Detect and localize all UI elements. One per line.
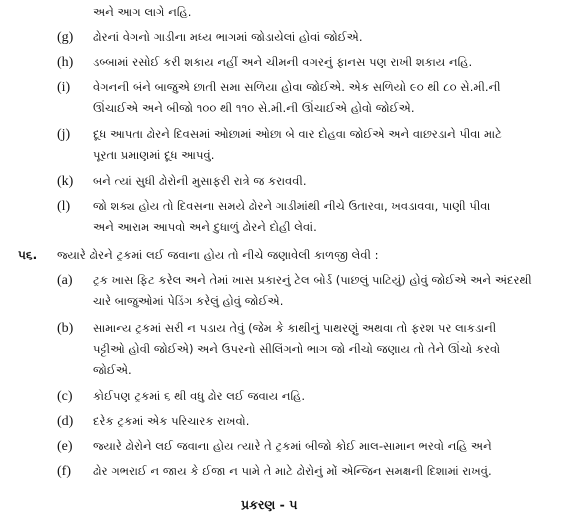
item-j-text-2: પૂરતા પ્રમાણમાં દૂધ આપવું. xyxy=(93,148,215,162)
item-label-g: (g) xyxy=(57,30,74,45)
item-i-text-1: વેગનની બંને બાજુએ છાતી સમા સળિયા હોવા જોઈએ. એક સળિયો ૯૦ થી ૮૦ સે.મી.ની xyxy=(93,80,501,94)
item-b-text-3: જોઈએ. xyxy=(93,363,132,377)
item-f-text: ઢોર ગભરાઈ ન જાય કે ઈજા ન પામે તે માટે ઢોરોનું મોં એન્જિન સમક્ષની દિશામાં રાખવું. xyxy=(93,464,492,478)
item-b-text-2: પટ્ટીઓ હોવી જોઈએ) અને ઉપરનો સીલિંગનો ભાગ જો નીચો જણાય તો તેને ઊંચો કરવો xyxy=(93,342,501,356)
item-g-text: ઢોરનાં વેગનો ગાડીના મધ્ય ભાગમાં જોડાયેલાં હોવાં જોઈએ. xyxy=(93,30,363,44)
item-label-k: (k) xyxy=(57,174,74,189)
intro-line: અને આગ લાગે નહિ. xyxy=(93,5,192,19)
item-label-a: (a) xyxy=(57,273,73,288)
item-label-f: (f) xyxy=(57,464,71,479)
item-e-text: જ્યારે ઢોરોને લઈ જવાના હોય ત્યારે તે ટ્રકમાં બીજો કોઈ માલ-સામાન ભરવો નહિ અને xyxy=(93,439,492,453)
item-label-e: (e) xyxy=(57,439,73,454)
item-h-text: ડબ્બામાં રસોઈ કરી શકાય નહીં અને ચીમની વગરનું ફાનસ પણ રાખી શકાય નહિ. xyxy=(93,55,473,69)
page-footer: પ્રકરણ - ૫ xyxy=(241,497,298,512)
item-label-i: (i) xyxy=(57,80,71,95)
item-label-c: (c) xyxy=(57,389,73,404)
item-d-text: દરેક ટ્રકમાં એક પરિચારક રાખવો. xyxy=(93,414,250,428)
item-label-j: (j) xyxy=(57,127,71,142)
item-l-text-2: અને આરામ આપવો અને દુધાળું ઢોરને દોહી લેવાં. xyxy=(93,220,317,234)
item-i-text-2: ઊંચાઈએ અને બીજો ૧૦૦ થી ૧૧૦ સે.મી.ની ઊંચાઈએ હોવો જોઈએ. xyxy=(93,101,415,115)
item-label-b: (b) xyxy=(57,321,74,336)
item-l-text-1: જો શક્ય હોય તો દિવસના સમયે ઢોરને ગાડીમાંથી નીચે ઉતારવા, ખવડાવવા, પાણી પીવા xyxy=(93,199,491,213)
item-b-text-1: સામાન્ય ટ્રકમાં સરી ન પડાય તેવું (જેમ કે કાથીનું પાથરણું અથવા તો ફરશ પર લાકડાની xyxy=(93,321,497,335)
item-label-l: (l) xyxy=(57,199,71,214)
item-c-text: કોઈપણ ટ્રકમાં ૬ થી વધુ ઢોર લઈ જવાય નહિ. xyxy=(93,389,306,403)
item-a-text-1: ટ્રક ખાસ ફિટ કરેલ અને તેમાં ખાસ પ્રકારનું ટેલ બોર્ડ (પાછલું પાટિયું) હોવું જોઈએ અને અંદરથી xyxy=(93,273,532,287)
item-a-text-2: ચારે બાજુઓમાં પેડિંગ કરેલું હોવું જોઈએ. xyxy=(93,294,284,308)
section-heading: જ્યારે ઢોરને ટ્રકમાં લઈ જવાના હોય તો નીચે જણાવેલી કાળજી લેવી : xyxy=(57,248,379,262)
section-number: ૫૬. xyxy=(18,248,38,262)
item-k-text: બને ત્યાં સુધી ઢોરોની મુસાફરી રાત્રે જ કરાવવી. xyxy=(93,174,307,188)
item-label-h: (h) xyxy=(57,55,74,70)
item-label-d: (d) xyxy=(57,414,74,429)
item-j-text-1: દૂધ આપતા ઢોરને દિવસમાં ઓછામાં ઓછા બે વાર દોહવા જોઈએ અને વાછરડાને પીવા માટે xyxy=(93,127,502,141)
